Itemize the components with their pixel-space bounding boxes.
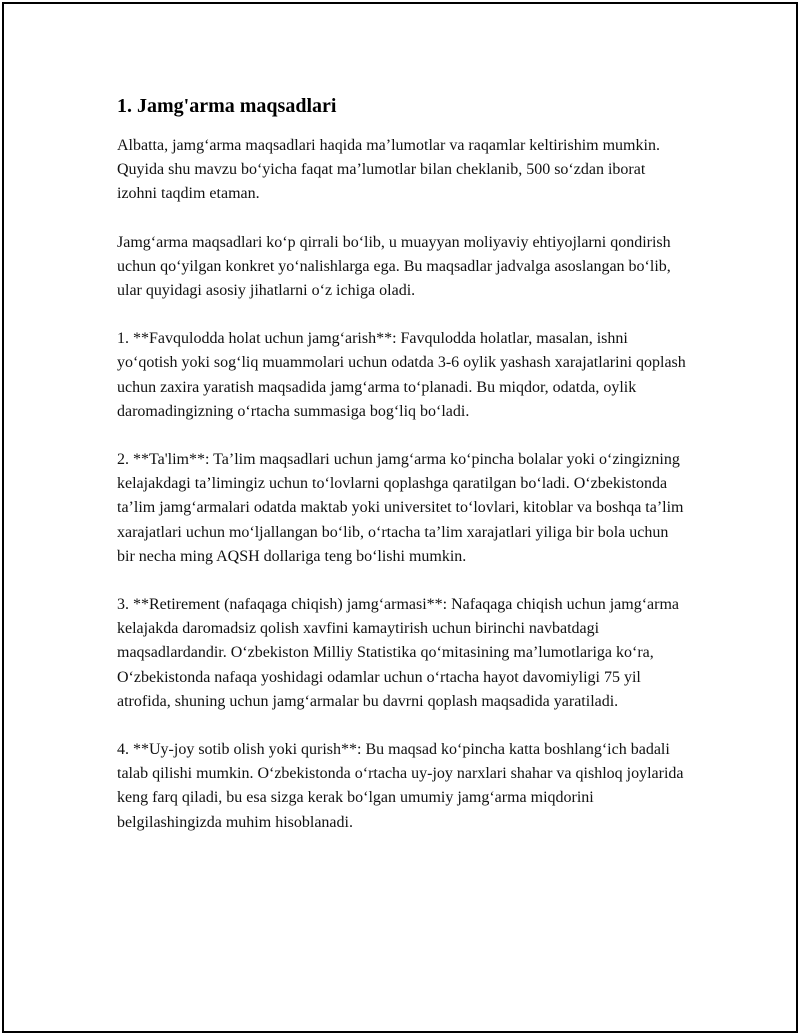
paragraph-education: 2. **Ta'lim**: Ta’lim maqsadlari uchun jamg‘arma ko‘pincha bolalar yoki o‘zingizning kelajakdagi ta’limingiz uchun to‘lovlarni qoplashga qaratilgan bo‘ladi. O‘zbekistonda ta’lim jamg‘armalari odatda maktab yoki universitet to‘lovlari, kitoblar va boshqa ta’lim xarajatlari uchun mo‘ljallangan bo‘lib, o‘rtacha ta’lim xarajatlari yiliga bir bola uchun bir necha ming AQSH dollariga teng bo‘lishi mumkin. — [117, 451, 684, 565]
section-heading: 1. Jamg'arma maqsadlari — [117, 95, 337, 117]
paragraph-overview: Jamg‘arma maqsadlari ko‘p qirrali bo‘lib, u muayyan moliyaviy ehtiyojlarni qondirish uchun qo‘yilgan konkret yo‘nalishlarga ega. Bu maqsadlar jadvalga asoslangan bo‘lib, ular quyidagi asosiy jihatlarni o‘z ichiga oladi. — [117, 233, 671, 300]
paragraph-housing: 4. **Uy-joy sotib olish yoki qurish**: Bu maqsad ko‘pincha katta boshlang‘ich badali talab qilishi mumkin. O‘zbekistonda o‘rtacha uy-joy narxlari shahar va qishloq joylarida keng farq qiladi, bu esa sizga kerak bo‘lgan umumiy jamg‘arma miqdorini belgilashingizda muhim hisoblanadi. — [117, 741, 684, 831]
paragraph-intro: Albatta, jamg‘arma maqsadlari haqida ma’lumotlar va raqamlar keltirishim mumkin. Quyida shu mavzu bo‘yicha faqat ma’lumotlar bilan cheklanib, 500 so‘zdan iborat izohni taqdim etaman. — [117, 137, 660, 203]
paragraph-retirement: 3. **Retirement (nafaqaga chiqish) jamg‘armasi**: Nafaqaga chiqish uchun jamg‘arma kelajakda daromadsiz qolish xavfini kamaytirish uchun birinchi navbatdagi maqsadlardandir. O‘zbekiston Milliy Statistika qo‘mitasining ma’lumotlariga ko‘ra, O‘zbekistonda nafaqa yoshidagi odamlar uchun o‘rtacha hayot davomiyligi 75 yil atrofida, shuning uchun jamg‘armalar bu davrni qoplash maqsadida yaratiladi. — [117, 596, 680, 710]
paragraph-emergency-savings: 1. **Favqulodda holat uchun jamg‘arish**: Favqulodda holatlar, masalan, ishni yo‘qotish yoki sog‘liq muammolari uchun odatda 3-6 oylik yashash xarajatlarini qoplash uchun zaxira yaratish maqsadida jamg‘arma to‘planadi. Bu miqdor, odatda, oylik daromadingizning o‘rtacha summasiga bog‘liq bo‘ladi. — [117, 330, 686, 420]
document-body — [117, 92, 687, 859]
